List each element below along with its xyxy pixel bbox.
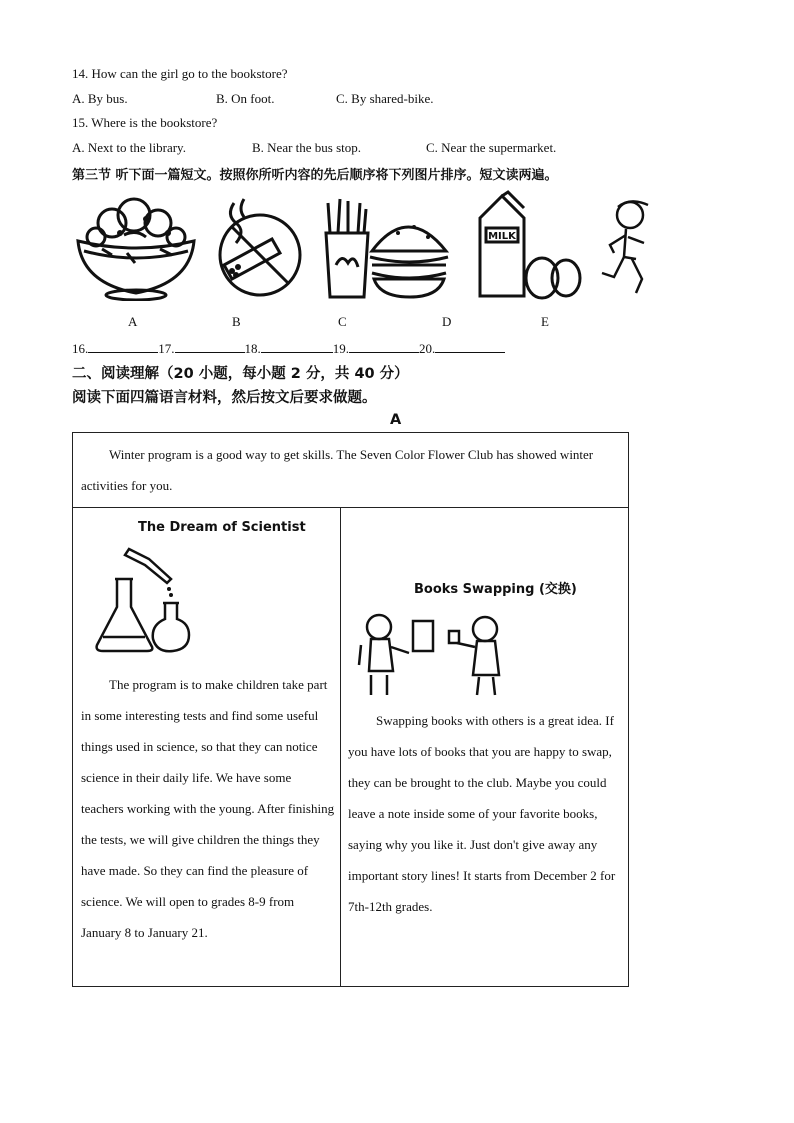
picture-label-c: C (338, 314, 347, 329)
kids-swapping-books-icon (357, 605, 507, 697)
answer-blank-19[interactable] (349, 340, 419, 353)
picture-label-a: A (128, 314, 138, 329)
picture-label-b: B (232, 314, 241, 329)
q14-option-b: B. On foot. (216, 91, 275, 106)
blank-label-19: 19. (332, 341, 349, 356)
table-column-divider (340, 507, 341, 986)
right-column-title: Books Swapping (交换) (414, 582, 577, 597)
answer-blank-18[interactable] (261, 340, 333, 353)
passage-label: A (390, 412, 402, 428)
blank-label-17: 17. (158, 341, 175, 356)
svg-text:MILK: MILK (488, 231, 516, 242)
question-14: 14. How can the girl go to the bookstore? (72, 66, 288, 81)
answer-blank-20[interactable] (435, 340, 505, 353)
answer-blanks-row (72, 340, 505, 357)
section3-instruction: 第三节 听下面一篇短文。按照你所听内容的先后顺序将下列图片排序。短文读两遍。 (72, 168, 558, 183)
left-column-body: The program is to make children take part in some interesting tests and find some useful things used in science, so that they can notice science in their daily life. We have some teachers working with the young. After finishing the tests, we will give children the things they have made. So they can find the pleasure of science. We will open to grades 8-9 from January 8 to January 21. (81, 677, 335, 940)
passage-a-table (72, 432, 629, 987)
table-row-divider (73, 507, 628, 508)
answer-blank-16[interactable] (88, 340, 158, 353)
no-smoking-icon (212, 193, 308, 301)
q14-option-c: C. By shared-bike. (336, 91, 434, 106)
blank-label-20: 20. (419, 341, 436, 356)
q14-option-a: A. By bus. (72, 91, 128, 106)
right-column-body: Swapping books with others is a great idea. If you have lots of books that you are happy to swap, they can be brought to the club. Maybe you could leave a note inside some of your favorite books, saying why you like it. Just don't give away any important story lines! It starts from December 2 for 7th-12th grades. (348, 713, 616, 914)
q15-option-b: B. Near the bus stop. (252, 140, 362, 155)
runner-icon (596, 193, 662, 301)
flasks-icon (89, 545, 193, 657)
reading-instruction: 阅读下面四篇语言材料，然后按文后要求做题。 (72, 390, 377, 406)
milk-eggs-icon (472, 190, 584, 302)
blank-label-16: 16. (72, 341, 89, 356)
fast-food-icon (318, 193, 450, 301)
blank-label-18: 18. (244, 341, 261, 356)
q15-option-c: C. Near the supermarket. (426, 140, 557, 155)
picture-label-d: D (442, 314, 452, 329)
left-column-title: The Dream of Scientist (138, 520, 306, 535)
question-15: 15. Where is the bookstore? (72, 115, 218, 130)
q15-option-a: A. Next to the library. (72, 140, 186, 155)
fruit-bowl-icon (72, 193, 200, 301)
answer-blank-17[interactable] (175, 340, 245, 353)
reading-heading: 二、阅读理解（20 小题，每小题 2 分，共 40 分） (72, 366, 409, 382)
passage-intro: Winter program is a good way to get skills. The Seven Color Flower Club has showed winter activities for you. (81, 447, 594, 493)
picture-label-e: E (541, 314, 549, 329)
